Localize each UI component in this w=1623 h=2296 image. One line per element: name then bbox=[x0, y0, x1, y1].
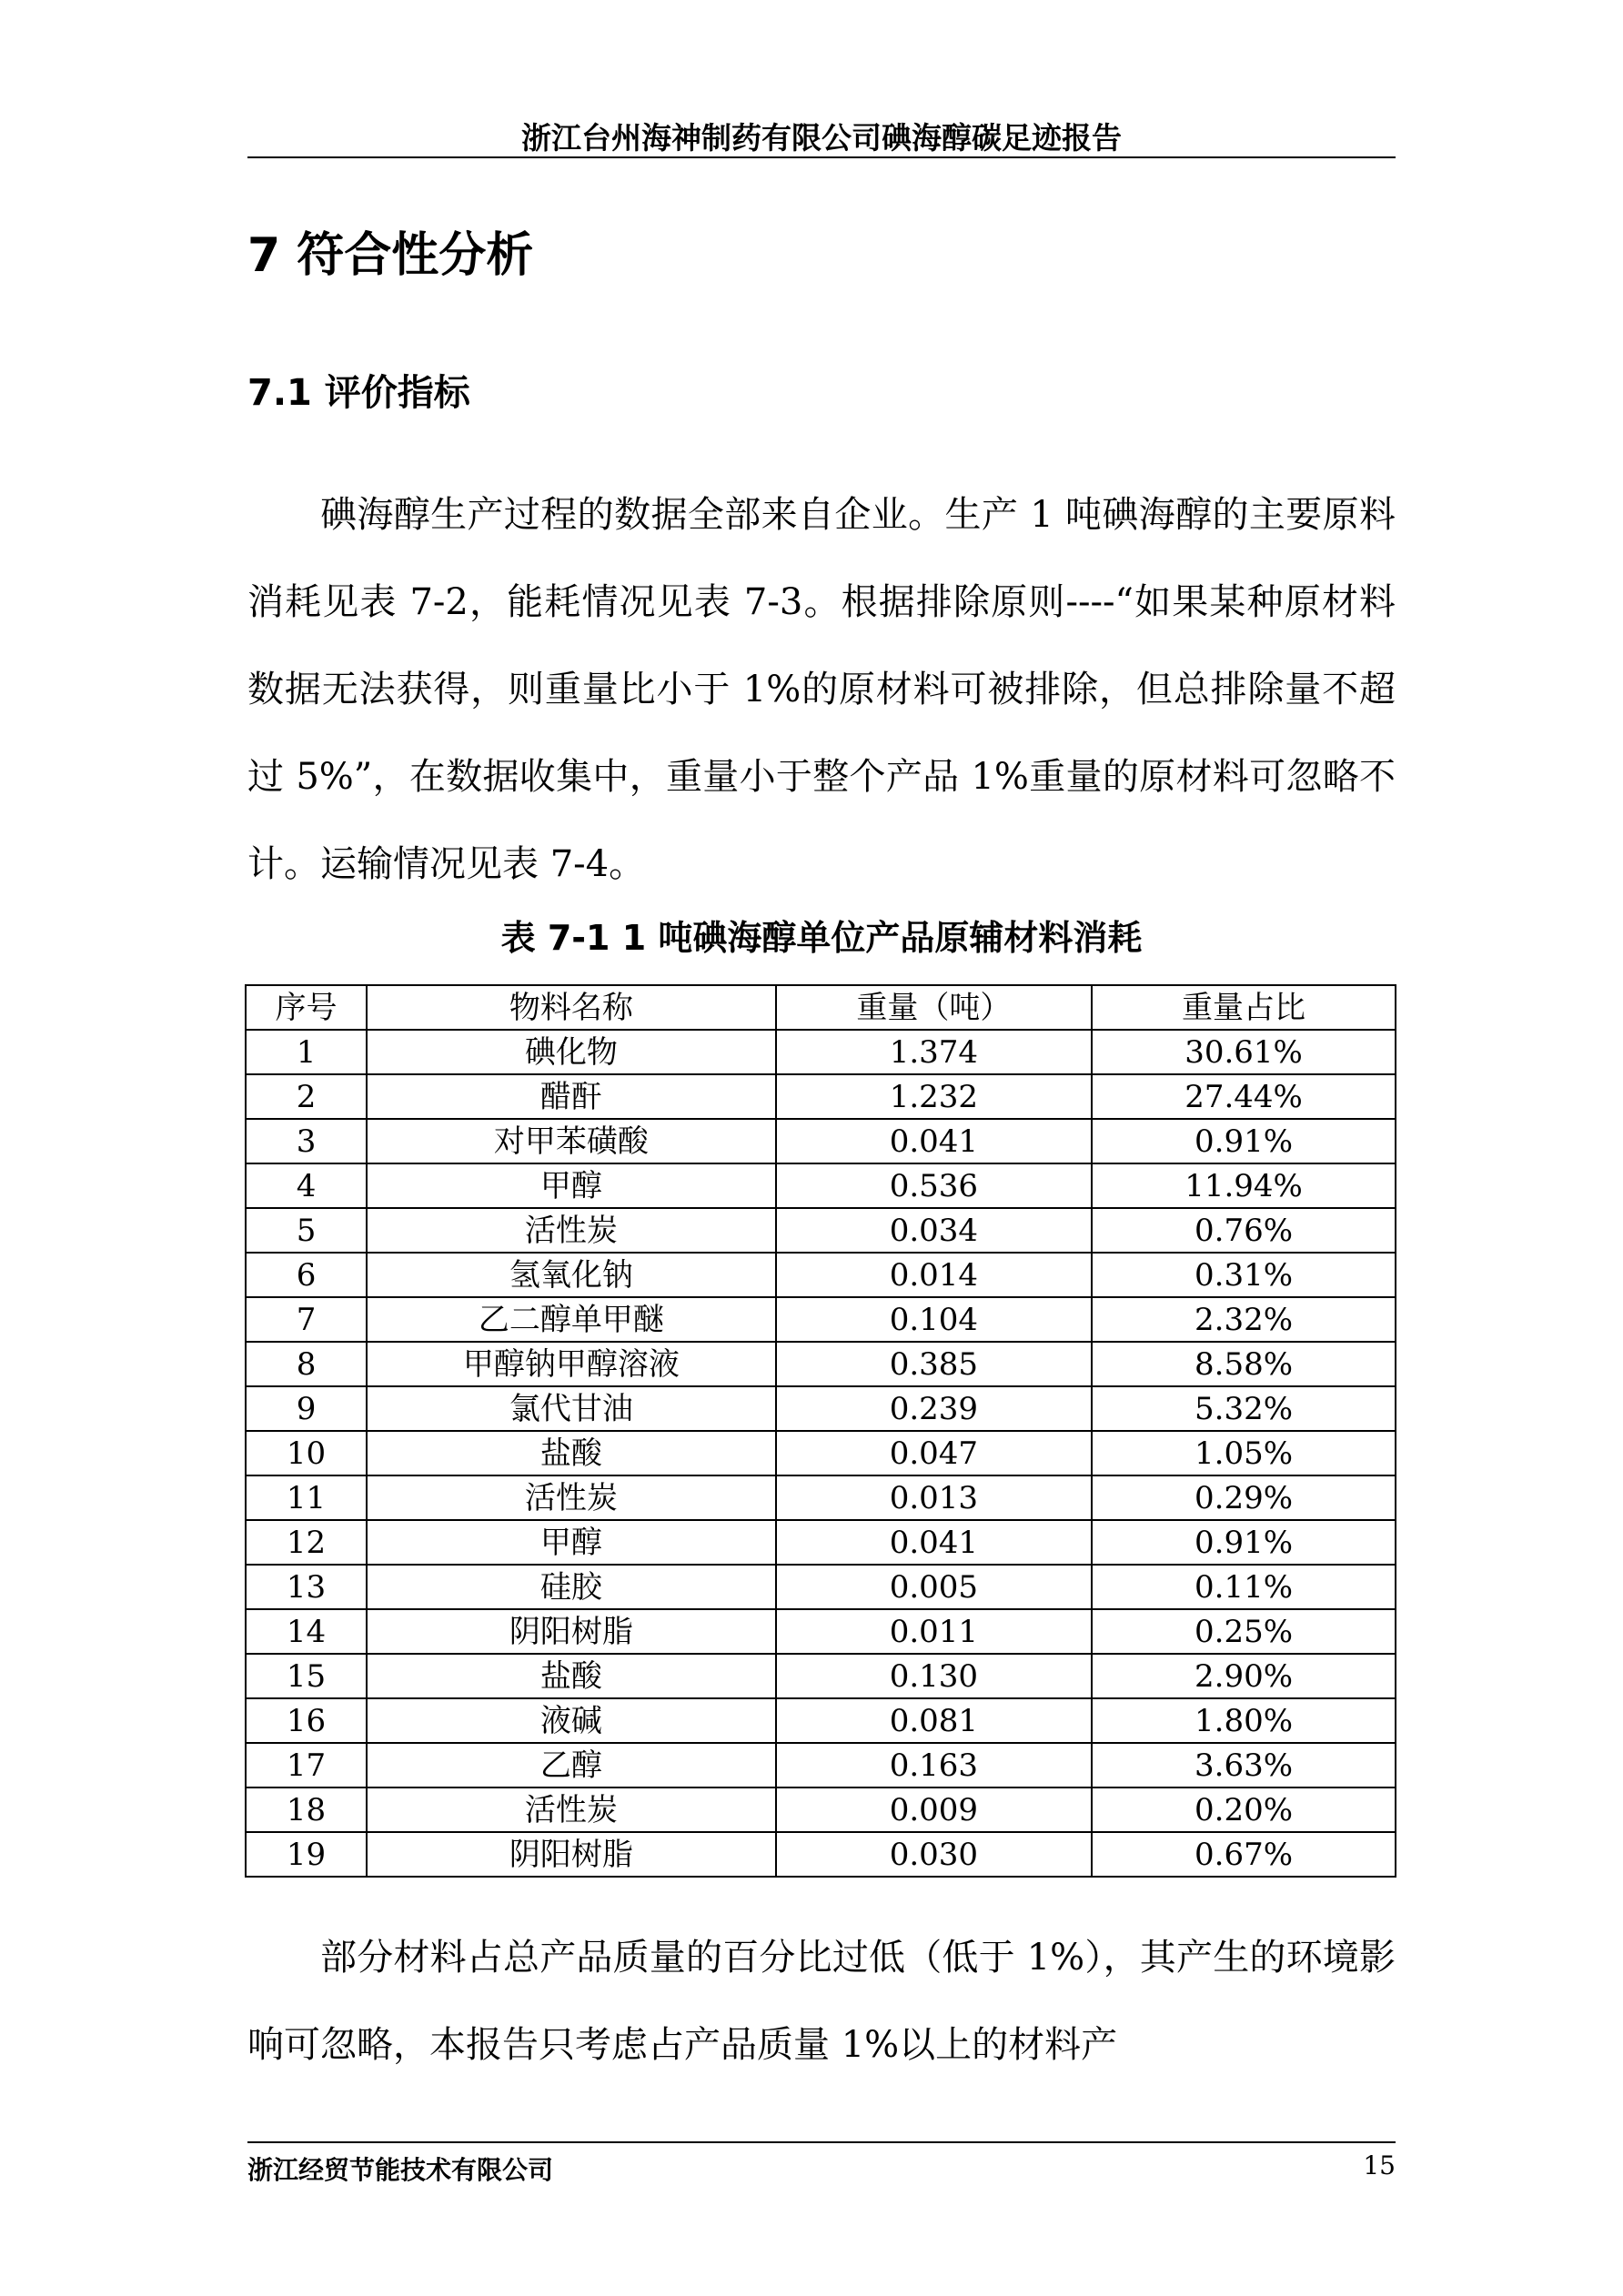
cell-weight: 0.536 bbox=[776, 1163, 1092, 1208]
page-header-title: 浙江台州海神制药有限公司碘海醇碳足迹报告 bbox=[521, 120, 1122, 156]
cell-weight: 0.005 bbox=[776, 1565, 1092, 1609]
table-row bbox=[246, 1342, 1396, 1386]
header-index: 序号 bbox=[246, 985, 367, 1030]
table-row bbox=[246, 1431, 1396, 1475]
cell-material-name: 乙二醇单甲醚 bbox=[367, 1297, 776, 1342]
cell-material-name: 液碱 bbox=[367, 1698, 776, 1743]
cell-weight: 0.130 bbox=[776, 1654, 1092, 1698]
table-caption: 表 7-1 1 吨碘海醇单位产品原辅材料消耗 bbox=[500, 918, 1143, 958]
cell-material-name: 阴阳树脂 bbox=[367, 1609, 776, 1654]
cell-weight-ratio: 1.05% bbox=[1092, 1431, 1396, 1475]
footer-company: 浙江经贸节能技术有限公司 bbox=[247, 2155, 554, 2185]
cell-weight-ratio: 0.29% bbox=[1092, 1475, 1396, 1520]
cell-weight: 0.104 bbox=[776, 1297, 1092, 1342]
cell-index: 9 bbox=[246, 1386, 367, 1431]
cell-material-name: 活性炭 bbox=[367, 1208, 776, 1253]
table-row bbox=[246, 1074, 1396, 1119]
cell-weight: 0.030 bbox=[776, 1832, 1092, 1877]
cell-weight-ratio: 2.90% bbox=[1092, 1654, 1396, 1698]
cell-weight: 0.239 bbox=[776, 1386, 1092, 1431]
cell-material-name: 醋酐 bbox=[367, 1074, 776, 1119]
cell-index: 3 bbox=[246, 1119, 367, 1163]
cell-material-name: 硅胶 bbox=[367, 1565, 776, 1609]
cell-material-name: 盐酸 bbox=[367, 1654, 776, 1698]
cell-weight: 0.041 bbox=[776, 1119, 1092, 1163]
cell-weight: 0.047 bbox=[776, 1431, 1092, 1475]
materials-table bbox=[245, 984, 1396, 1878]
conclusion-paragraph: 部分材料占总产品质量的百分比过低（低于 1%），其产生的环境影响可忽略，本报告只考虑占产品质量 1%以上的材料产 bbox=[247, 1937, 1396, 2066]
cell-weight-ratio: 0.91% bbox=[1092, 1520, 1396, 1565]
table-row bbox=[246, 1654, 1396, 1698]
page-number: 15 bbox=[1363, 2150, 1396, 2180]
table-header-row bbox=[246, 985, 1396, 1030]
cell-index: 5 bbox=[246, 1208, 367, 1253]
cell-index: 7 bbox=[246, 1297, 367, 1342]
cell-weight-ratio: 0.31% bbox=[1092, 1253, 1396, 1297]
cell-index: 1 bbox=[246, 1030, 367, 1074]
cell-material-name: 活性炭 bbox=[367, 1475, 776, 1520]
header-material-name: 物料名称 bbox=[367, 985, 776, 1030]
cell-index: 2 bbox=[246, 1074, 367, 1119]
cell-material-name: 甲醇 bbox=[367, 1163, 776, 1208]
table-row bbox=[246, 1475, 1396, 1520]
intro-paragraph: 碘海醇生产过程的数据全部来自企业。生产 1 吨碘海醇的主要原料消耗见表 7-2，能耗情况见表 7-3。根据排除原则----“如果某种原材料数据无法获得，则重量比小于 1%的原材料可被排除，但总排除量不超过 5%”，在数据收集中，重量小于整个产品 1%重量的原材料可忽略不计。运输情况见表 7-4。 bbox=[247, 494, 1396, 885]
cell-weight: 0.385 bbox=[776, 1342, 1092, 1386]
cell-weight-ratio: 27.44% bbox=[1092, 1074, 1396, 1119]
table-row bbox=[246, 1208, 1396, 1253]
footer-divider bbox=[247, 2141, 1396, 2143]
cell-index: 6 bbox=[246, 1253, 367, 1297]
cell-weight-ratio: 0.11% bbox=[1092, 1565, 1396, 1609]
table-row bbox=[246, 1698, 1396, 1743]
table-row bbox=[246, 1297, 1396, 1342]
table-row bbox=[246, 1787, 1396, 1832]
cell-weight-ratio: 0.20% bbox=[1092, 1787, 1396, 1832]
header-weight-ratio: 重量占比 bbox=[1092, 985, 1396, 1030]
cell-material-name: 碘化物 bbox=[367, 1030, 776, 1074]
cell-weight-ratio: 30.61% bbox=[1092, 1030, 1396, 1074]
cell-weight: 0.013 bbox=[776, 1475, 1092, 1520]
cell-weight-ratio: 5.32% bbox=[1092, 1386, 1396, 1431]
cell-index: 14 bbox=[246, 1609, 367, 1654]
table-row bbox=[246, 1253, 1396, 1297]
section-heading: 7 符合性分析 bbox=[247, 228, 534, 283]
header-weight: 重量（吨） bbox=[776, 985, 1092, 1030]
table-row bbox=[246, 1520, 1396, 1565]
cell-material-name: 活性炭 bbox=[367, 1787, 776, 1832]
table-row bbox=[246, 1832, 1396, 1877]
cell-material-name: 对甲苯磺酸 bbox=[367, 1119, 776, 1163]
cell-weight: 0.163 bbox=[776, 1743, 1092, 1787]
cell-weight-ratio: 1.80% bbox=[1092, 1698, 1396, 1743]
cell-weight: 1.374 bbox=[776, 1030, 1092, 1074]
cell-weight-ratio: 0.67% bbox=[1092, 1832, 1396, 1877]
cell-material-name: 氯代甘油 bbox=[367, 1386, 776, 1431]
cell-weight: 0.041 bbox=[776, 1520, 1092, 1565]
cell-index: 15 bbox=[246, 1654, 367, 1698]
cell-index: 12 bbox=[246, 1520, 367, 1565]
table-row bbox=[246, 1386, 1396, 1431]
cell-index: 19 bbox=[246, 1832, 367, 1877]
cell-weight-ratio: 0.76% bbox=[1092, 1208, 1396, 1253]
cell-material-name: 盐酸 bbox=[367, 1431, 776, 1475]
table-row bbox=[246, 1119, 1396, 1163]
cell-material-name: 甲醇 bbox=[367, 1520, 776, 1565]
header-divider bbox=[247, 156, 1396, 158]
cell-weight: 0.034 bbox=[776, 1208, 1092, 1253]
cell-index: 16 bbox=[246, 1698, 367, 1743]
table-row bbox=[246, 1030, 1396, 1074]
cell-weight: 0.011 bbox=[776, 1609, 1092, 1654]
cell-weight: 0.009 bbox=[776, 1787, 1092, 1832]
cell-index: 18 bbox=[246, 1787, 367, 1832]
cell-weight-ratio: 0.91% bbox=[1092, 1119, 1396, 1163]
cell-material-name: 甲醇钠甲醇溶液 bbox=[367, 1342, 776, 1386]
cell-weight-ratio: 11.94% bbox=[1092, 1163, 1396, 1208]
cell-material-name: 乙醇 bbox=[367, 1743, 776, 1787]
table-row bbox=[246, 1743, 1396, 1787]
cell-weight: 1.232 bbox=[776, 1074, 1092, 1119]
table-body bbox=[246, 1030, 1396, 1877]
cell-index: 17 bbox=[246, 1743, 367, 1787]
cell-material-name: 阴阳树脂 bbox=[367, 1832, 776, 1877]
cell-index: 8 bbox=[246, 1342, 367, 1386]
table-row bbox=[246, 1565, 1396, 1609]
cell-material-name: 氢氧化钠 bbox=[367, 1253, 776, 1297]
cell-index: 4 bbox=[246, 1163, 367, 1208]
cell-weight-ratio: 2.32% bbox=[1092, 1297, 1396, 1342]
cell-weight: 0.081 bbox=[776, 1698, 1092, 1743]
cell-weight-ratio: 8.58% bbox=[1092, 1342, 1396, 1386]
cell-index: 10 bbox=[246, 1431, 367, 1475]
cell-weight-ratio: 3.63% bbox=[1092, 1743, 1396, 1787]
cell-index: 13 bbox=[246, 1565, 367, 1609]
cell-index: 11 bbox=[246, 1475, 367, 1520]
subsection-heading: 7.1 评价指标 bbox=[247, 372, 470, 414]
cell-weight: 0.014 bbox=[776, 1253, 1092, 1297]
table-row bbox=[246, 1609, 1396, 1654]
table-row bbox=[246, 1163, 1396, 1208]
cell-weight-ratio: 0.25% bbox=[1092, 1609, 1396, 1654]
